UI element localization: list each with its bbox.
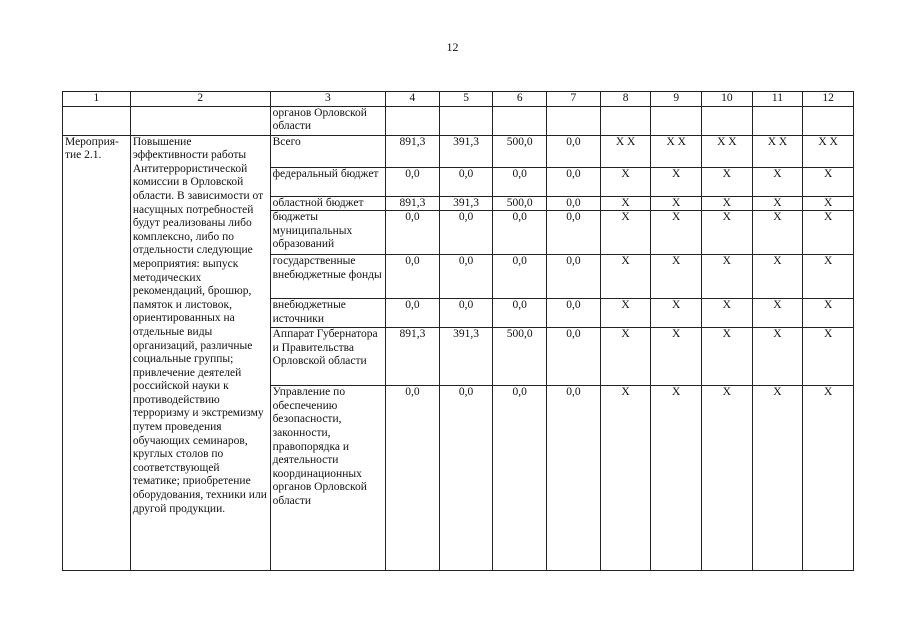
x-mark-cell: X (702, 211, 753, 255)
amount-cell: 891,3 (386, 328, 440, 386)
header-cell: 1 (63, 92, 131, 107)
amount-cell: 0,0 (547, 255, 601, 299)
amount-cell: 0,0 (547, 135, 601, 167)
table-cell (547, 106, 601, 135)
amount-cell: 500,0 (493, 135, 547, 167)
table-cell (439, 106, 493, 135)
funding-source-cell: Управление по обеспечению безопасности, законности, правопорядка и деятельности координационных органов Орловской области (270, 386, 385, 571)
amount-cell: 391,3 (439, 196, 493, 211)
x-mark-cell: X (651, 299, 702, 328)
header-cell: 10 (702, 92, 753, 107)
funding-source-cell: внебюджетные источники (270, 299, 385, 328)
amount-cell: 500,0 (493, 328, 547, 386)
x-mark-cell: X (702, 255, 753, 299)
x-mark-cell: X (702, 167, 753, 196)
table-cell (803, 106, 854, 135)
x-mark-cell: X (752, 167, 803, 196)
x-mark-cell: X (651, 211, 702, 255)
x-mark-cell: X X (702, 135, 753, 167)
amount-cell: 0,0 (386, 211, 440, 255)
x-mark-cell: X (600, 167, 651, 196)
amount-cell: 0,0 (547, 299, 601, 328)
header-cell: 11 (752, 92, 803, 107)
amount-cell: 0,0 (439, 299, 493, 328)
header-cell: 2 (130, 92, 270, 107)
amount-cell: 0,0 (439, 255, 493, 299)
x-mark-cell: X (651, 167, 702, 196)
header-cell: 12 (803, 92, 854, 107)
amount-cell: 0,0 (439, 386, 493, 571)
amount-cell: 0,0 (547, 167, 601, 196)
x-mark-cell: X X (651, 135, 702, 167)
x-mark-cell: X (600, 328, 651, 386)
x-mark-cell: X (803, 299, 854, 328)
amount-cell: 0,0 (439, 167, 493, 196)
x-mark-cell: X (651, 196, 702, 211)
amount-cell: 0,0 (547, 196, 601, 211)
continuation-row (63, 106, 854, 135)
x-mark-cell: X X (600, 135, 651, 167)
x-mark-cell: X (803, 328, 854, 386)
amount-cell: 0,0 (547, 386, 601, 571)
x-mark-cell: X (702, 196, 753, 211)
funding-source-cell: государственные внебюджетные фонды (270, 255, 385, 299)
header-cell: 6 (493, 92, 547, 107)
amount-cell: 0,0 (493, 386, 547, 571)
table-row (63, 135, 854, 167)
funding-source-cell: Аппарат Губернатора и Правительства Орловской области (270, 328, 385, 386)
amount-cell: 391,3 (439, 135, 493, 167)
table-cell (651, 106, 702, 135)
amount-cell: 0,0 (386, 255, 440, 299)
table-cell (600, 106, 651, 135)
x-mark-cell: X (702, 328, 753, 386)
amount-cell: 0,0 (493, 255, 547, 299)
header-cell: 4 (386, 92, 440, 107)
x-mark-cell: X (752, 196, 803, 211)
x-mark-cell: X (803, 167, 854, 196)
x-mark-cell: X (702, 299, 753, 328)
x-mark-cell: X (752, 328, 803, 386)
header-row (63, 92, 854, 107)
funding-source-cell: бюджеты муниципальных образований (270, 211, 385, 255)
x-mark-cell: X (600, 255, 651, 299)
amount-cell: 0,0 (386, 167, 440, 196)
header-cell: 9 (651, 92, 702, 107)
amount-cell: 891,3 (386, 135, 440, 167)
event-id-cell: Мероприя-тие 2.1. (63, 135, 131, 571)
amount-cell: 500,0 (493, 196, 547, 211)
x-mark-cell: X (803, 386, 854, 571)
page-number: 12 (446, 40, 459, 54)
x-mark-cell: X (752, 299, 803, 328)
x-mark-cell: X (752, 386, 803, 571)
x-mark-cell: X (600, 299, 651, 328)
header-cell: 3 (270, 92, 385, 107)
amount-cell: 0,0 (493, 299, 547, 328)
x-mark-cell: X (752, 211, 803, 255)
x-mark-cell: X (651, 386, 702, 571)
amount-cell: 0,0 (386, 299, 440, 328)
x-mark-cell: X (803, 211, 854, 255)
amount-cell: 0,0 (493, 167, 547, 196)
x-mark-cell: X (702, 386, 753, 571)
header-cell: 7 (547, 92, 601, 107)
event-description-cell: Повышение эффективности работы Антитеррористической комиссии в Орловской области. В зависимости от насущных потребностей будут реализованы либо комплексно, либо по отдельности следующие мероприятия: выпуск методических рекомендаций, брошюр, памяток и листовок, ориентированных на отдельные виды организаций, различные социальные группы; привлечение деятелей российской науки к противодействию терроризму и экстремизму путем проведения обучающих семинаров, круглых столов по соответствующей тематике; приобретение оборудования, техники или другой продукции. (130, 135, 270, 571)
amount-cell: 0,0 (386, 386, 440, 571)
x-mark-cell: X (803, 255, 854, 299)
funding-source-cell: областной бюджет (270, 196, 385, 211)
amount-cell: 0,0 (547, 328, 601, 386)
x-mark-cell: X (803, 196, 854, 211)
x-mark-cell: X X (803, 135, 854, 167)
x-mark-cell: X (600, 196, 651, 211)
funding-source-cell: органов Орловской области (270, 106, 385, 135)
funding-table (62, 91, 854, 571)
amount-cell: 391,3 (439, 328, 493, 386)
table-cell (63, 106, 131, 135)
header-cell: 5 (439, 92, 493, 107)
x-mark-cell: X (752, 255, 803, 299)
table-cell (702, 106, 753, 135)
table-cell (752, 106, 803, 135)
x-mark-cell: X (651, 328, 702, 386)
amount-cell: 0,0 (547, 211, 601, 255)
funding-source-cell: Всего (270, 135, 385, 167)
x-mark-cell: X (600, 211, 651, 255)
funding-source-cell: федеральный бюджет (270, 167, 385, 196)
x-mark-cell: X (600, 386, 651, 571)
table-cell (386, 106, 440, 135)
table-cell (493, 106, 547, 135)
x-mark-cell: X (651, 255, 702, 299)
table-cell (130, 106, 270, 135)
amount-cell: 0,0 (439, 211, 493, 255)
amount-cell: 891,3 (386, 196, 440, 211)
header-cell: 8 (600, 92, 651, 107)
amount-cell: 0,0 (493, 211, 547, 255)
x-mark-cell: X X (752, 135, 803, 167)
